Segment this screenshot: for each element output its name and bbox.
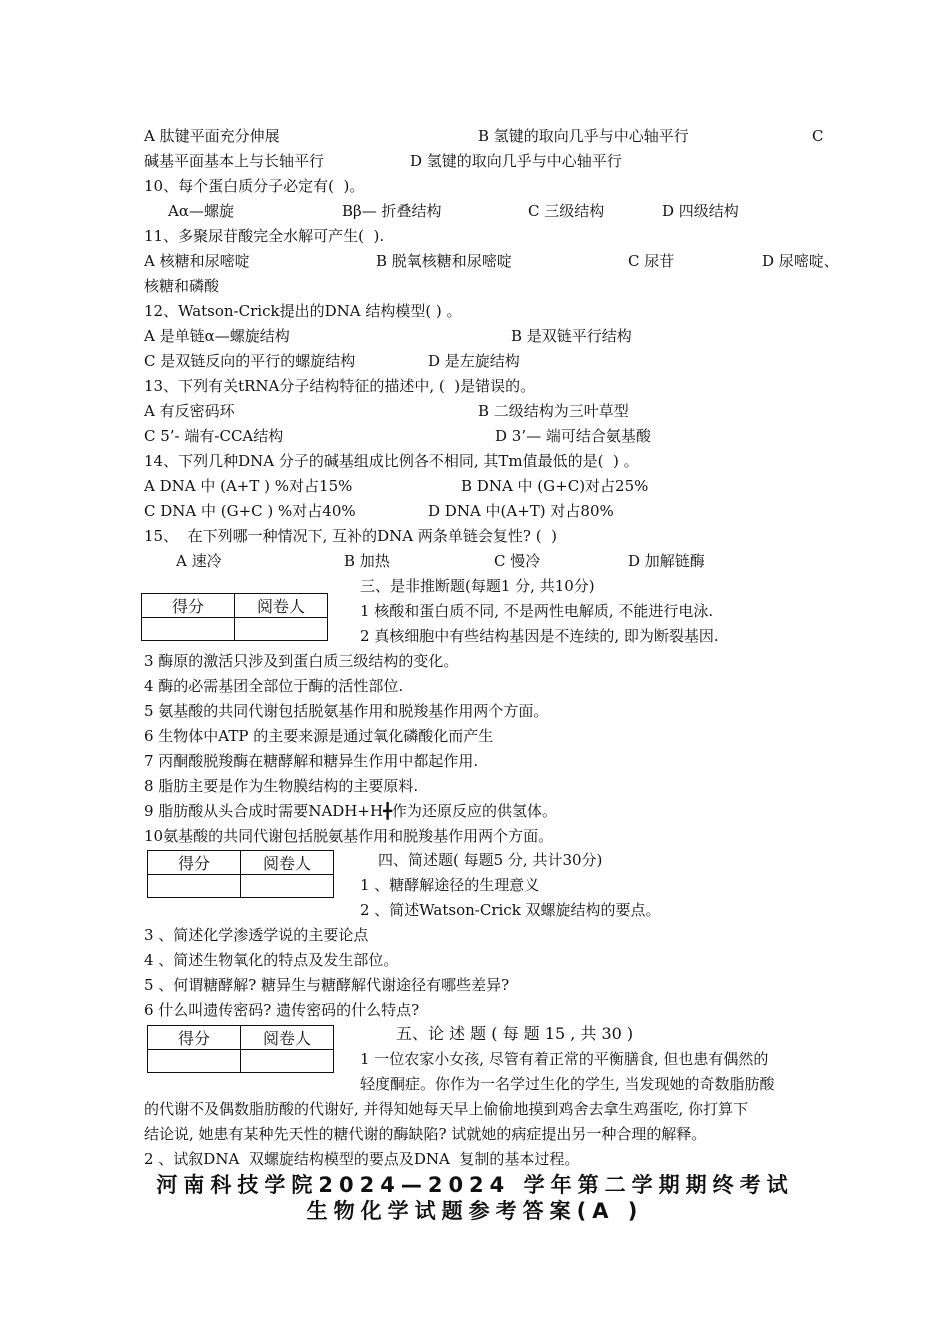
short-answer-5: 5 、何谓糖酵解? 糖异生与糖酵解代谢途径有哪些差异?: [144, 976, 510, 994]
grader-cell[interactable]: [241, 875, 334, 898]
q10-option-d: D 四级结构: [662, 202, 739, 220]
q11-option-b: B 脱氧核糖和尿嘧啶: [376, 252, 512, 270]
tf-item-6: 6 生物体中ATP 的主要来源是通过氧化磷酸化而产生: [144, 727, 494, 745]
q15-option-a: A 速冷: [176, 552, 222, 570]
q14-option-a: A DNA 中 (A+T ) %对占15%: [144, 477, 353, 495]
answer-key-title: 河南科技学院2024—2024 学年第二学期期终考试: [156, 1173, 794, 1197]
essay-1-line-1: 1 一位农家小女孩, 尽管有着正常的平衡膳食, 但也患有偶然的: [360, 1050, 769, 1068]
tf-item-9: 9 脂肪酸从头合成时需要NADH+H╋作为还原反应的供氢体。: [144, 802, 558, 820]
score-header: 得分: [148, 1026, 241, 1050]
q12-option-c: C 是双链反向的平行的螺旋结构: [144, 352, 356, 370]
tf-item-2: 2 真核细胞中有些结构基因是不连续的, 即为断裂基因.: [360, 627, 719, 645]
q9-option-b: B 氢键的取向几乎与中心轴平行: [478, 127, 689, 145]
tf-item-7: 7 丙酮酸脱羧酶在糖酵解和糖异生作用中都起作用.: [144, 752, 479, 770]
score-table-section5: [147, 1025, 334, 1073]
q14-stem: 14、下列几种DNA 分子的碱基组成比例各不相同, 其Tm值最低的是( ) 。: [144, 452, 639, 470]
section4-heading: 四、简述题( 每题5 分, 共计30分): [378, 851, 603, 869]
q11-option-d: D 尿嘧啶、: [762, 252, 839, 270]
short-answer-6: 6 什么叫遗传密码? 遗传密码的什么特点?: [144, 1001, 420, 1019]
score-table-section4: [147, 850, 334, 898]
q10-stem: 10、每个蛋白质分子必定有( )。: [144, 177, 365, 195]
q13-option-c: C 5’- 端有-CCA结构: [144, 427, 284, 445]
score-cell[interactable]: [148, 875, 241, 898]
q13-option-a: A 有反密码环: [144, 402, 235, 420]
tf-item-10: 10氨基酸的共同代谢包括脱氨基作用和脱羧基作用两个方面。: [144, 827, 554, 845]
q10-option-a: Aα—螺旋: [168, 202, 234, 220]
answer-key-subtitle: 生物化学试题参考答案(A ): [306, 1199, 644, 1223]
q11-option-a: A 核糖和尿嘧啶: [144, 252, 250, 270]
q12-option-a: A 是单链α—螺旋结构: [144, 327, 290, 345]
grader-header: 阅卷人: [241, 1026, 334, 1050]
q13-option-b: B 二级结构为三叶草型: [478, 402, 629, 420]
tf-item-3: 3 酶原的激活只涉及到蛋白质三级结构的变化。: [144, 652, 459, 670]
q11-stem: 11、多聚尿苷酸完全水解可产生( ).: [144, 227, 385, 245]
score-header: 得分: [148, 851, 241, 875]
essay-1-line-2: 轻度酮症。你作为一名学过生化的学生, 当发现她的奇数脂肪酸: [360, 1075, 775, 1093]
short-answer-1: 1 、糖酵解途径的生理意义: [360, 876, 540, 894]
q14-option-c: C DNA 中 (G+C ) %对占40%: [144, 502, 356, 520]
q9-option-a: A 肽键平面充分伸展: [144, 127, 280, 145]
q15-option-b: B 加热: [344, 552, 390, 570]
q12-stem: 12、Watson-Crick提出的DNA 结构模型( ) 。: [144, 302, 462, 320]
q12-option-b: B 是双链平行结构: [511, 327, 632, 345]
tf-item-8: 8 脂肪主要是作为生物膜结构的主要原料.: [144, 777, 419, 795]
score-cell[interactable]: [148, 1050, 241, 1073]
essay-1-line-4: 结论说, 她患有某种先天性的糖代谢的酶缺陷? 试就她的病症提出另一种合理的解释。: [144, 1125, 707, 1143]
q12-option-d: D 是左旋结构: [428, 352, 520, 370]
q11-option-c: C 尿苷: [628, 252, 675, 270]
grader-header: 阅卷人: [241, 851, 334, 875]
q15-stem: 15、 在下列哪一种情况下, 互补的DNA 两条单链会复性? ( ): [144, 527, 557, 545]
section3-heading: 三、是非推断题(每题1 分, 共10分): [360, 577, 595, 595]
section5-heading: 五、论 述 题 ( 每 题 15 , 共 30 ): [396, 1024, 634, 1043]
short-answer-4: 4 、简述生物氧化的特点及发生部位。: [144, 951, 399, 969]
q9-option-c: C: [812, 127, 824, 145]
q14-option-b: B DNA 中 (G+C)对占25%: [461, 477, 649, 495]
tf-item-5: 5 氨基酸的共同代谢包括脱氨基作用和脱羧基作用两个方面。: [144, 702, 549, 720]
tf-item-1: 1 核酸和蛋白质不同, 不是两性电解质, 不能进行电泳.: [360, 602, 714, 620]
q13-stem: 13、下列有关tRNA分子结构特征的描述中, ( )是错误的。: [144, 377, 536, 395]
q9-option-d: D 氢键的取向几乎与中心轴平行: [410, 152, 622, 170]
essay-2: 2 、试叙DNA 双螺旋结构模型的要点及DNA 复制的基本过程。: [144, 1150, 580, 1168]
tf-item-4: 4 酶的必需基团全部位于酶的活性部位.: [144, 677, 404, 695]
score-table-section3: [141, 593, 328, 641]
q15-option-d: D 加解链酶: [628, 552, 705, 570]
q14-option-d: D DNA 中(A+T) 对占80%: [428, 502, 614, 520]
short-answer-2: 2 、简述Watson-Crick 双螺旋结构的要点。: [360, 901, 661, 919]
grader-cell[interactable]: [235, 618, 328, 641]
short-answer-3: 3 、简述化学渗透学说的主要论点: [144, 926, 369, 944]
grader-cell[interactable]: [241, 1050, 334, 1073]
q15-option-c: C 慢冷: [494, 552, 541, 570]
score-header: 得分: [142, 594, 235, 618]
q10-option-c: C 三级结构: [528, 202, 605, 220]
q10-option-b: Bβ— 折叠结构: [342, 202, 442, 220]
grader-header: 阅卷人: [235, 594, 328, 618]
q11-option-d-cont: 核糖和磷酸: [144, 277, 220, 295]
q9-option-c-cont: 碱基平面基本上与长轴平行: [144, 152, 325, 170]
essay-1-line-3: 的代谢不及偶数脂肪酸的代谢好, 并得知她每天早上偷偷地摸到鸡舍去拿生鸡蛋吃, 你打算下: [144, 1100, 749, 1118]
score-cell[interactable]: [142, 618, 235, 641]
q13-option-d: D 3’— 端可结合氨基酸: [495, 427, 651, 445]
